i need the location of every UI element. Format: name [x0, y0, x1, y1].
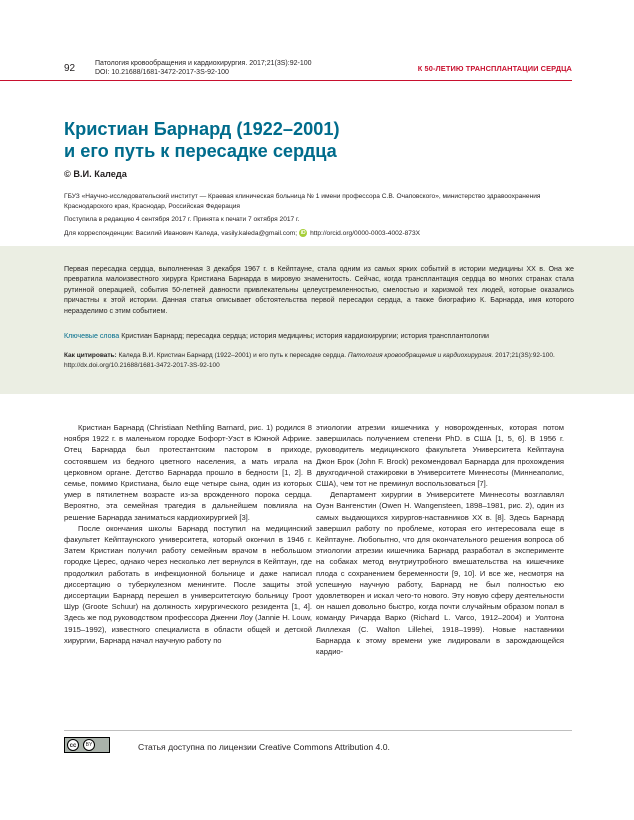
citation	[64, 351, 574, 371]
citation-journal: Патология кровообращения и кардиохирургия.	[347, 352, 494, 359]
cc-by-license-icon[interactable]	[64, 737, 110, 753]
affiliation: ГБУЗ «Научно-исследовательский институт — Краевая клиническая больница № 1 имени профессора С.В. Очаповского», министерство здравоохранения Краснодарского края, Краснодар, Российская Федерация	[64, 193, 541, 210]
keywords	[64, 331, 574, 341]
doi[interactable]: DOI: 10.21688/1681-3472-2017-3S-92-100	[95, 69, 229, 76]
paragraph: Кристиан Барнард (Christiaan Nethling Barnard, рис. 1) родился 8 ноября 1922 г. в маленьком городке Бофорт-Уэст в Южной Африке. Отец Барнарда был протестантским пастором в приходе, состоявшем из бедного цветного населения, а мать играла на церковном органе. Детство Барнарда прошло в бедности [1, 2]. В семье, помимо Кристиана, было еще четыре сына, один из которых умер в пятилетнем возрасте из-за врожденного порока сердца. Вероятно, эта семейная трагедия в дальнейшем повлияла на решение Барнарда заниматься кардиохирургией [3].	[64, 423, 312, 522]
title-line-1: Кристиан Барнард (1922–2001)	[64, 119, 340, 139]
paragraph: После окончания школы Барнард поступил на медицинский факультет Кейптаунского университета, который окончил в 1946 г. Затем Кристиан получил работу семейным врачом в небольшом городке Церес, однако через несколько лет вернулся в Кейптаун, где продолжил работать в инфекционной больнице и даже написал диссертацию о туберкулезном менингите. После защиты этой диссертации Барнард перешел в университетскую больницу Гроот Шур (Groote Schuur) на должность хирургического резидента [1, 4]. Здесь же под руководством профессора Дженни Лоу (Jannie H. Louw, 1915–1992), известного специалиста в области общей и детской хирургии, Барнард начал научную работу по	[64, 523, 312, 645]
page-number: 92	[64, 63, 76, 74]
body-column-right	[316, 422, 564, 657]
journal-info	[95, 59, 312, 77]
author: © В.И. Каледа	[64, 169, 127, 179]
abstract-text: Первая пересадка сердца, выполненная 3 декабря 1967 г. в Кейптауне, стала одним из самых ярких событий в истории медицины ХХ в. Она же превратила малоизвестного хирурга Кристиана Барнарда в мировую знаменитость. Сейчас, когда трансплантация сердца во многих странах стала рутинной операцией, события 50-летней давности привлекательны целеустремленностью, смелостью и харизмой тех людей, которые оказались причастны к этой истории. Данная статья описывает обстоятельства первой пересадки сердца, а также биографию К. Барнарда, имя которого неразделимо с этим событием.	[64, 265, 574, 315]
cc-icon: cc	[67, 739, 79, 751]
citation-text: Каледа В.И. Кристиан Барнард (1922–2001) и его путь к пересадке сердца.	[116, 352, 348, 359]
article-title	[64, 118, 424, 162]
correspondence-text[interactable]: Для корреспонденции: Василий Иванович Каледа, vasily.kaleda@gmail.com;	[64, 229, 298, 237]
paragraph: этиологии атрезии кишечника у новорожденных, которая потом завершилась получением степени PhD. в США [1, 5, 6]. В 1956 г. руководитель медицинского факультета Университета Кейптауна Джон Брок (John F. Brock) рекомендовал Барнарда для прохождения двухгодичной стажировки в Университете Миннесоты (Миннеаполис, США), чем тот не преминул воспользоваться [7].	[316, 423, 564, 489]
by-icon: BY	[83, 739, 95, 751]
journal-name: Патология кровообращения и кардиохирургия. 2017;21(3S):92-100	[95, 60, 312, 67]
paragraph: Департамент хирургии в Университете Миннесоты возглавлял Оуэн Вангенстин (Owen H. Wangensteen, 1898–1981, рис. 2), один из самых выдающихся хирургов-наставников XX в. [8]. Здесь Барнард завершил работу по проблеме, которая его интересовала еще в Кейптауне. Любопытно, что для окончательного решения вопроса об этиологии атрезии кишечника Барнард разработал в эксперименте на собаках метод внутриутробного вмешательства на кишечнике плода с сохранением беременности [9, 10]. И все же, несмотря на успешную научную работу, Барнард не был полностью ею удовлетворен и искал чего-то нового. Эту новую сферу деятельности он нашел довольно быстро, когда почти случайным образом попал в команду Ричарда Варко (Richard L. Varco, 1912–2004) и Уолтона Лиллехая (C. Walton Lillehei, 1918–1999). Новые наставники Барнарда к этому времени уже лидировали в зарождающейся кардио-	[316, 490, 564, 657]
header-divider	[0, 80, 572, 81]
title-line-2: и его путь к пересадке сердца	[64, 141, 337, 161]
keywords-list: Кристиан Барнард; пересадка сердца; история медицины; история кардиохирургии; история трансплантологии	[119, 332, 490, 340]
license-text: Статья доступна по лицензии Creative Commons Attribution 4.0.	[138, 742, 390, 752]
citation-tail[interactable]: 2017;21(3S):92-100. http://dx.doi.org/10.21688/1681-3472-2017-3S-92-100	[64, 352, 555, 369]
submission-dates: Поступила в редакцию 4 сентября 2017 г. Принята к печати 7 октября 2017 г.	[64, 216, 300, 223]
orcid-icon: iD	[300, 230, 306, 236]
orcid-link[interactable]: http://orcid.org/0000-0003-4002-873X	[310, 229, 421, 237]
citation-label: Как цитировать:	[64, 352, 117, 359]
license-divider	[64, 730, 572, 731]
body-column-left	[64, 422, 312, 646]
correspondence	[64, 229, 420, 237]
section-title: К 50-ЛЕТИЮ ТРАНСПЛАНТАЦИИ СЕРДЦА	[417, 64, 572, 73]
keywords-label: Ключевые слова	[64, 332, 120, 340]
